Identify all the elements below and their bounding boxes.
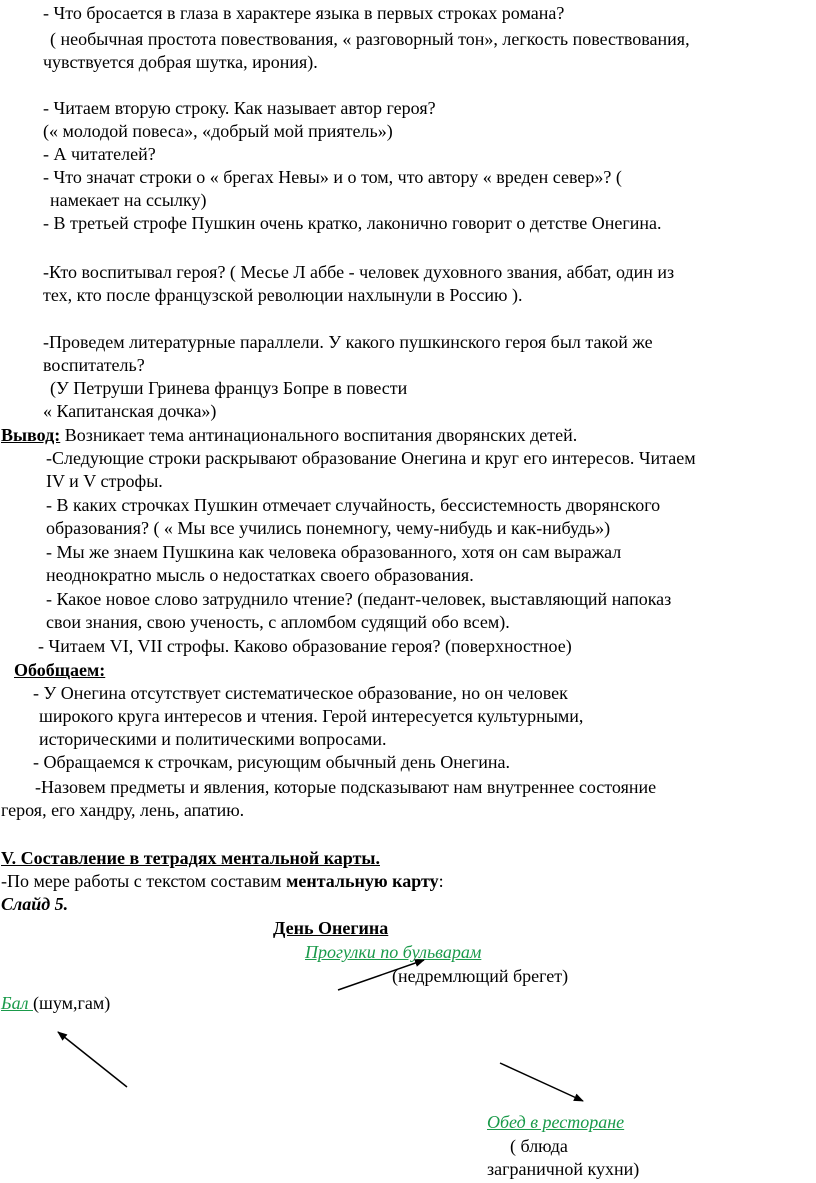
summary-l4: - Обращаемся к строчкам, рисующим обычный день Онегина. xyxy=(33,752,511,772)
conclusion-l4: - В каких строчках Пушкин отмечает случайность, бессистемность дворянского xyxy=(46,495,661,515)
note-childhood: - В третьей строфе Пушкин очень кратко, лаконично говорит о детстве Онегина. xyxy=(43,213,662,233)
node-dinner-note-cont: заграничной кухни) xyxy=(487,1159,640,1179)
question-hero-name: - Читаем вторую строку. Как называет автор героя? xyxy=(43,98,436,118)
slide-label: Слайд 5. xyxy=(1,894,69,914)
node-ball-note: (шум,гам) xyxy=(32,993,111,1013)
node-dinner-note: ( блюда xyxy=(510,1136,568,1156)
question-parallels-cont: воспитатель? xyxy=(43,355,145,375)
mind-map-title: День Онегина xyxy=(273,918,389,938)
question-parallels: -Проведем литературные параллели. У какого пушкинского героя был такой же xyxy=(43,332,653,352)
conclusion-l8: - Какое новое слово затруднило чтение? (педант-человек, выставляющий напоказ xyxy=(46,589,672,609)
summary-l2: широкого круга интересов и чтения. Герой интересуется культурными, xyxy=(39,706,584,726)
conclusion-l2: -Следующие строки раскрывают образование Онегина и круг его интересов. Читаем xyxy=(46,448,696,468)
arrow-to-dinner xyxy=(500,1063,583,1101)
conclusion-l9: свои знания, свою ученость, с апломбом судящий обо всем). xyxy=(46,612,510,632)
conclusion-l5: образования? ( « Мы все учились понемногу, чему-нибудь и как-нибудь») xyxy=(46,518,611,538)
node-walks[interactable]: Прогулки по бульварам xyxy=(305,942,482,962)
answer-language: ( необычная простота повествования, « разговорный тон», легкость повествования, xyxy=(50,29,690,49)
answer-parallels: (У Петруши Гринева француз Бопре в повести xyxy=(50,378,408,398)
question-readers: - А читателей? xyxy=(43,144,156,164)
conclusion-l10: - Читаем VI, VII строфы. Каково образование героя? (поверхностное) xyxy=(38,636,572,656)
node-dinner[interactable]: Обед в ресторане xyxy=(487,1112,625,1132)
arrow-to-walks xyxy=(338,960,424,990)
summary-label: Обобщаем: xyxy=(14,660,106,680)
answer-hero-name: (« молодой повеса», «добрый мой приятель») xyxy=(43,121,393,141)
intro-prefix: -По мере работы с текстом составим xyxy=(1,871,287,891)
node-walks-note: (недремлющий брегет) xyxy=(392,966,569,986)
summary-l3: историческими и политическими вопросами. xyxy=(39,729,387,749)
summary-l1: - У Онегина отсутствует систематическое образование, но он человек xyxy=(33,683,568,703)
summary-l6: героя, его хандру, лень, апатию. xyxy=(1,800,245,820)
answer-language-cont: чувствуется добрая шутка, ирония). xyxy=(43,52,318,72)
intro-bold: ментальную карту xyxy=(286,871,439,891)
question-language: - Что бросается в глаза в характере языка в первых строках романа? xyxy=(43,3,565,23)
node-ball[interactable]: Бал xyxy=(1,993,33,1013)
conclusion-l3: IV и V строфы. xyxy=(46,471,163,491)
conclusion-l7: неоднократно мысль о недостатках своего образования. xyxy=(46,565,474,585)
answer-parallels-cont: « Капитанская дочка») xyxy=(43,401,217,421)
answer-neva: намекает на ссылку) xyxy=(50,190,207,210)
conclusion-label: Вывод: xyxy=(1,425,61,445)
arrow-to-ball xyxy=(58,1032,127,1087)
summary-l5: -Назовем предметы и явления, которые подсказывают нам внутреннее состояние xyxy=(35,777,657,797)
question-neva: - Что значат строки о « брегах Невы» и о том, что автору « вреден север»? ( xyxy=(43,167,622,187)
conclusion-text: Возникает тема антинационального воспитания дворянских детей. xyxy=(60,425,578,445)
question-tutor: -Кто воспитывал героя? ( Месье Л аббе - человек духовного звания, аббат, один из xyxy=(43,262,675,282)
conclusion-l6: - Мы же знаем Пушкина как человека образованного, хотя он сам выражал xyxy=(46,542,622,562)
section-v-heading: V. Составление в тетрадях ментальной карты. xyxy=(1,848,380,868)
intro-suffix: : xyxy=(438,871,444,891)
question-tutor-cont: тех, кто после французской революции нахлынули в Россию ). xyxy=(43,285,523,305)
